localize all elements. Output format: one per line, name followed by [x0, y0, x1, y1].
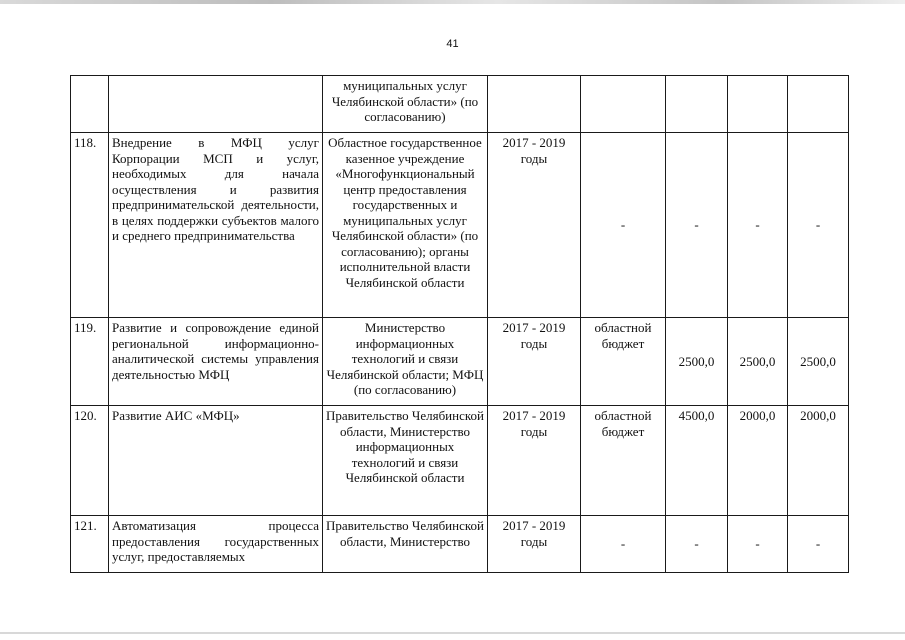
row-number: 118. [71, 133, 109, 318]
amount-2019: 2000,0 [788, 406, 849, 516]
measure-name: Внедрение в МФЦ услуг Корпорации МСП и услуг, необходимых для начала осуществления и развития предпринимательской деятельности, в целях поддержки субъектов малого и среднего предпринимательства [109, 133, 323, 318]
amount-2017 [666, 76, 728, 133]
amount-2017: 2500,0 [666, 318, 728, 406]
period: 2017 - 2019 годы [488, 133, 581, 318]
amount-2019: - [788, 133, 849, 318]
funding-source: областной бюджет [581, 318, 666, 406]
measures-table [70, 75, 849, 573]
scan-edge-top [0, 0, 905, 4]
amount-2018 [728, 76, 788, 133]
period: 2017 - 2019 годы [488, 406, 581, 516]
amount-2017: 4500,0 [666, 406, 728, 516]
page-number: 41 [446, 38, 459, 50]
measure-name: Развитие АИС «МФЦ» [109, 406, 323, 516]
row-number: 119. [71, 318, 109, 406]
amount-2018: - [728, 133, 788, 318]
funding-source: - [581, 516, 666, 573]
table-row [71, 318, 849, 406]
amount-2019: 2500,0 [788, 318, 849, 406]
period: 2017 - 2019 годы [488, 318, 581, 406]
amount-2018: 2500,0 [728, 318, 788, 406]
executor: Правительство Челябинской области, Министерство информационных технологий и связи Челябинской области [323, 406, 488, 516]
amount-2017: - [666, 516, 728, 573]
executor: Правительство Челябинской области, Министерство [323, 516, 488, 573]
measure-name [109, 76, 323, 133]
table-row [71, 406, 849, 516]
funding-source: - [581, 133, 666, 318]
amount-2018: - [728, 516, 788, 573]
scan-edge-bottom [0, 632, 905, 634]
executor: Областное государственное казенное учреждение «Многофункциональный центр предоставления государственных и муниципальных услуг Челябинской области» (по согласованию); органы исполнительной власти Челябинской области [323, 133, 488, 318]
amount-2017: - [666, 133, 728, 318]
funding-source: областной бюджет [581, 406, 666, 516]
measure-name: Развитие и сопровождение единой региональной информационно-аналитической системы управления деятельностью МФЦ [109, 318, 323, 406]
amount-2019 [788, 76, 849, 133]
period: 2017 - 2019 годы [488, 516, 581, 573]
measure-name: Автоматизация процесса предоставления государственных услуг, предоставляемых [109, 516, 323, 573]
period [488, 76, 581, 133]
executor: муниципальных услуг Челябинской области» (по согласованию) [323, 76, 488, 133]
table-row [71, 76, 849, 133]
row-number [71, 76, 109, 133]
amount-2019: - [788, 516, 849, 573]
row-number: 120. [71, 406, 109, 516]
row-number: 121. [71, 516, 109, 573]
funding-source [581, 76, 666, 133]
table-row [71, 133, 849, 318]
executor: Министерство информационных технологий и связи Челябинской области; МФЦ (по согласованию) [323, 318, 488, 406]
amount-2018: 2000,0 [728, 406, 788, 516]
table-row [71, 516, 849, 573]
